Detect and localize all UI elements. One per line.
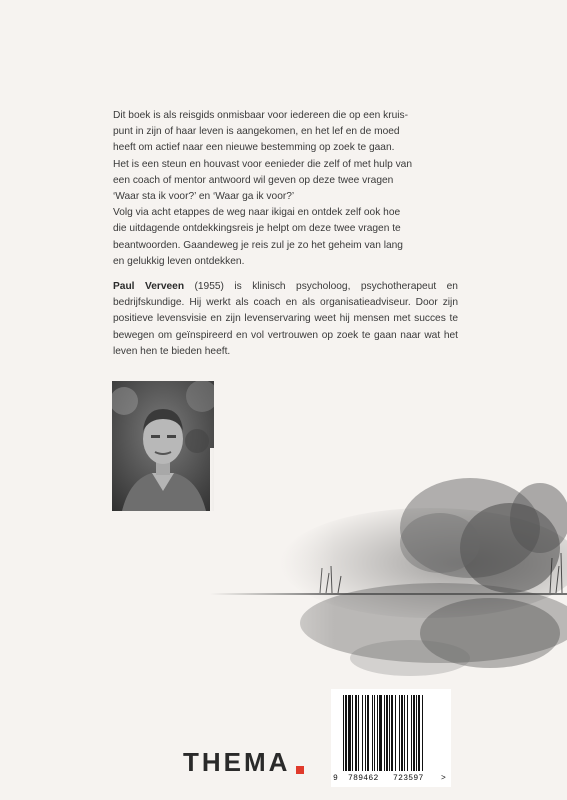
barcode-bar [391,695,393,771]
barcode-bar [355,695,357,771]
isbn-group-2: 723597 [393,774,424,783]
barcode-bar [395,695,396,771]
barcode-bar [389,695,390,771]
description-line: een coach of mentor antwoord wil geven op deze twee vragen [113,174,394,186]
barcode-bar [416,695,417,771]
barcode-bar [367,695,369,771]
isbn-quiet-mark: > [441,774,447,783]
barcode-bar [422,695,423,771]
barcode-bar [352,695,353,771]
description-line: en gelukkig leven ontdekken. [113,255,245,267]
barcode-bar [377,695,378,771]
author-name: Paul Verveen [113,281,185,292]
barcode-bar [343,695,344,771]
barcode-bar [384,695,385,771]
publisher-logo: THEMA [183,747,291,777]
barcode-bar [348,695,351,771]
barcode-bar [358,695,359,771]
barcode-bar [345,695,347,771]
book-description [113,108,458,270]
barcode-bar [399,695,400,771]
barcode-bar [404,695,405,771]
ink-landscape-illustration [210,448,567,693]
barcode-bar [418,695,420,771]
barcode-bar [386,695,388,771]
description-line: Volg via acht etappes de weg naar ikigai en ontdek zelf ook hoe [113,207,401,219]
description-line: ‘Waar sta ik voor?’ en ‘Waar ga ik voor?’ [113,191,295,203]
isbn-first-digit: 9 [333,774,339,783]
description-line: heeft om actief naar een nieuwe bestemming op zoek te gaan. [113,142,395,154]
author-photo [112,381,214,511]
author-bio-text: (1955) is klinisch psycholoog, psychotherapeut en bedrijfskundige. Hij werkt als coach en als organisatieadviseur. Door zijn positieve levensvisie en zijn levenservaring weet hij mensen met succes te bewegen om geïnspireerd en vol vertrouwen op zoek te gaan naar wat het leven hen te bieden heeft. [113,281,458,357]
author-bio [113,279,458,360]
barcode-bar [362,695,363,771]
barcode-bar [407,695,408,771]
barcode-bar [413,695,415,771]
barcode-bar [372,695,373,771]
isbn-group-1: 789462 [348,774,379,783]
barcode-bar [401,695,403,771]
description-line: die uitdagende ontdekkingsreis je helpt om deze twee vragen te [113,223,401,235]
description-line: beantwoorden. Gaandeweg je reis zul je zo het geheim van lang [113,239,403,251]
description-line: Het is een steun en houvast voor eenieder die zelf of met hulp van [113,158,413,170]
publisher-logo-dot [296,766,304,774]
barcode-bar [411,695,412,771]
isbn-barcode [331,689,451,787]
barcode-bar [379,695,382,771]
barcode-bar [374,695,375,771]
description-line: punt in zijn of haar leven is aangekomen, en het lef en de moed [113,126,400,138]
description-line: Dit boek is als reisgids onmisbaar voor iedereen die op een kruis- [113,110,409,121]
barcode-bar [365,695,366,771]
